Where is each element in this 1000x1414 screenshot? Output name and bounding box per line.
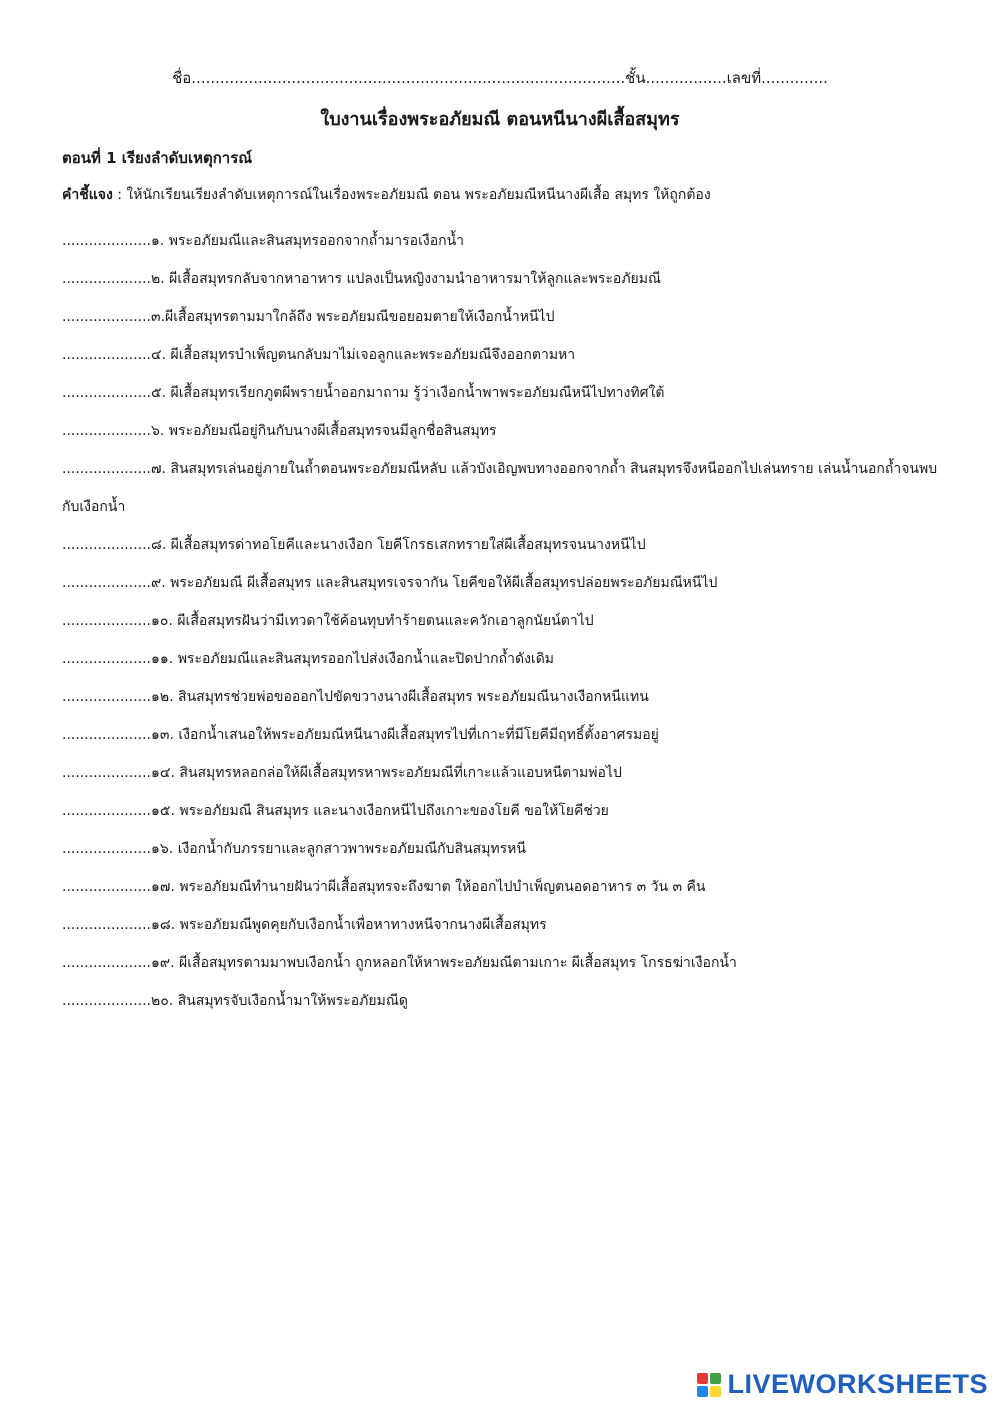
item-text: ๑๔. สินสมุทรหลอกล่อให้ผีเสื้อสมุทรหาพระอภัยมณีที่เกาะแล้วแอบหนีตามพ่อไป <box>151 765 622 781</box>
logo-square-red <box>697 1373 708 1384</box>
answer-blank[interactable]: .................... <box>62 347 152 363</box>
item-text: ๑๗. พระอภัยมณีทำนายฝันว่าผีเสื้อสมุทรจะถึงฆาต ให้ออกไปบำเพ็ญตนอดอาหาร ๓ วัน ๓ คืน <box>151 879 706 895</box>
answer-blank[interactable]: .................... <box>62 955 152 971</box>
item-text: ๖. พระอภัยมณีอยู่กินกับนางผีเสื้อสมุทรจนมีลูกชื่อสินสมุทร <box>151 423 497 439</box>
list-item <box>62 982 952 1020</box>
item-text: ๑. พระอภัยมณีและสินสมุทรออกจากถ้ำมารอเงือกน้ำ <box>151 233 465 249</box>
instruction-label: คำชี้แจง <box>62 187 113 203</box>
list-item <box>62 336 952 374</box>
answer-blank[interactable]: .................... <box>62 689 152 705</box>
instruction <box>62 184 711 206</box>
list-item <box>62 868 952 906</box>
liveworksheets-brand <box>697 1369 988 1400</box>
list-item <box>62 298 952 336</box>
list-item <box>62 412 952 450</box>
item-text: ๑๙. ผีเสื้อสมุทรตามมาพบเงือกน้ำ ถูกหลอกให้หาพระอภัยมณีตามเกาะ ผีเสื้อสมุทร โกรธฆ่าเงือกน้ำ <box>151 955 737 971</box>
item-text: ๑๘. พระอภัยมณีพูดคุยกับเงือกน้ำเพื่อหาทางหนีจากนางผีเสื้อสมุทร <box>151 917 547 933</box>
item-text: ๒. ผีเสื้อสมุทรกลับจากหาอาหาร แปลงเป็นหญิงงามนำอาหารมาให้ลูกและพระอภัยมณี <box>151 271 661 287</box>
item-text: ๗. สินสมุทรเล่นอยู่ภายในถ้ำตอนพระอภัยมณีหลับ แล้วบังเอิญพบทางออกจากถ้ำ สินสมุทรจึงหนีออกไปเล่นทราย เล่นน้ำนอกถ้ำจนพบกับเงือกน้ำ <box>62 461 938 515</box>
item-text: ๓.ผีเสื้อสมุทรตามมาใกล้ถึง พระอภัยมณีขอยอมตายให้เงือกน้ำหนีไป <box>151 309 555 325</box>
logo-square-yellow <box>710 1386 721 1397</box>
answer-blank[interactable]: .................... <box>62 879 152 895</box>
list-item <box>62 678 952 716</box>
list-item <box>62 754 952 792</box>
item-text: ๘. ผีเสื้อสมุทรด่าทอโยคีและนางเงือก โยคีโกรธเสกทรายใส่ผีเสื้อสมุทรจนนางหนีไป <box>151 537 646 553</box>
item-text: ๕. ผีเสื้อสมุทรเรียกภูตผีพรายน้ำออกมาถาม รู้ว่าเงือกน้ำพาพระอภัยมณีหนีไปทางทิศใต้ <box>151 385 665 401</box>
list-item <box>62 526 952 564</box>
answer-blank[interactable]: .................... <box>62 651 152 667</box>
item-text: ๔. ผีเสื้อสมุทรบำเพ็ญตนกลับมาไม่เจอลูกและพระอภัยมณีจึงออกตามหา <box>151 347 576 363</box>
logo-square-blue <box>697 1386 708 1397</box>
answer-blank[interactable]: .................... <box>62 271 152 287</box>
list-item <box>62 602 952 640</box>
list-item <box>62 564 952 602</box>
item-text: ๙. พระอภัยมณี ผีเสื้อสมุทร และสินสมุทรเจรจากัน โยคีขอให้ผีเสื้อสมุทรปล่อยพระอภัยมณีหนีไป <box>151 575 718 591</box>
answer-blank[interactable]: .................... <box>62 309 152 325</box>
item-text: ๑๖. เงือกน้ำกับภรรยาและลูกสาวพาพระอภัยมณีกับสินสมุทรหนี <box>151 841 526 857</box>
list-item <box>62 640 952 678</box>
answer-blank[interactable]: .................... <box>62 575 152 591</box>
answer-blank[interactable]: .................... <box>62 765 152 781</box>
page-title: ใบงานเรื่องพระอภัยมณี ตอนหนีนางผีเสื้อสมุทร <box>320 109 680 130</box>
list-item <box>62 944 952 982</box>
list-item <box>62 374 952 412</box>
answer-blank[interactable]: .................... <box>62 841 152 857</box>
item-text: ๑๓. เงือกน้ำเสนอให้พระอภัยมณีหนีนางผีเสื้อสมุทรไปที่เกาะที่มีโยคีมีฤทธิ์ตั้งอาศรมอยู่ <box>151 727 659 743</box>
answer-blank[interactable]: .................... <box>62 385 152 401</box>
answer-blank[interactable]: .................... <box>62 803 152 819</box>
answer-blank[interactable]: .................... <box>62 461 152 477</box>
name-class-number-line: ชื่อ...........................................................................................ชั้น.................เลขที่.............. <box>172 69 828 87</box>
item-text: ๑๐. ผีเสื้อสมุทรฝันว่ามีเทวดาใช้ค้อนทุบทำร้ายตนและควักเอาลูกนัยน์ตาไป <box>151 613 594 629</box>
list-item <box>62 906 952 944</box>
item-text: ๑๒. สินสมุทรช่วยพ่อขอออกไปขัดขวางนางผีเสื้อสมุทร พระอภัยมณีนางเงือกหนีแทน <box>151 689 649 705</box>
liveworksheets-logo-icon <box>697 1373 721 1397</box>
list-item <box>62 222 952 260</box>
section-heading: ตอนที่ 1 เรียงลำดับเหตุการณ์ <box>62 149 253 167</box>
item-text: ๑๕. พระอภัยมณี สินสมุทร และนางเงือกหนีไปถึงเกาะของโยคี ขอให้โยคีช่วย <box>151 803 609 819</box>
answer-blank[interactable]: .................... <box>62 613 152 629</box>
answer-blank[interactable]: .................... <box>62 727 152 743</box>
answer-blank[interactable]: .................... <box>62 917 152 933</box>
item-text: ๒๐. สินสมุทรจับเงือกน้ำมาให้พระอภัยมณีดู <box>151 993 408 1009</box>
list-item <box>62 830 952 868</box>
list-item <box>62 260 952 298</box>
answer-blank[interactable]: .................... <box>62 423 152 439</box>
event-list <box>62 222 952 1020</box>
answer-blank[interactable]: .................... <box>62 993 152 1009</box>
answer-blank[interactable]: .................... <box>62 233 152 249</box>
list-item <box>62 450 952 526</box>
logo-square-green <box>710 1373 721 1384</box>
list-item <box>62 792 952 830</box>
brand-text: LIVEWORKSHEETS <box>727 1369 988 1399</box>
answer-blank[interactable]: .................... <box>62 537 152 553</box>
instruction-text: : ให้นักเรียนเรียงลำดับเหตุการณ์ในเรื่องพระอภัยมณี ตอน พระอภัยมณีหนีนางผีเสื้อ สมุทร ให้ถูกต้อง <box>112 187 711 203</box>
list-item <box>62 716 952 754</box>
item-text: ๑๑. พระอภัยมณีและสินสมุทรออกไปส่งเงือกน้ำและปิดปากถ้ำดังเดิม <box>151 651 555 667</box>
